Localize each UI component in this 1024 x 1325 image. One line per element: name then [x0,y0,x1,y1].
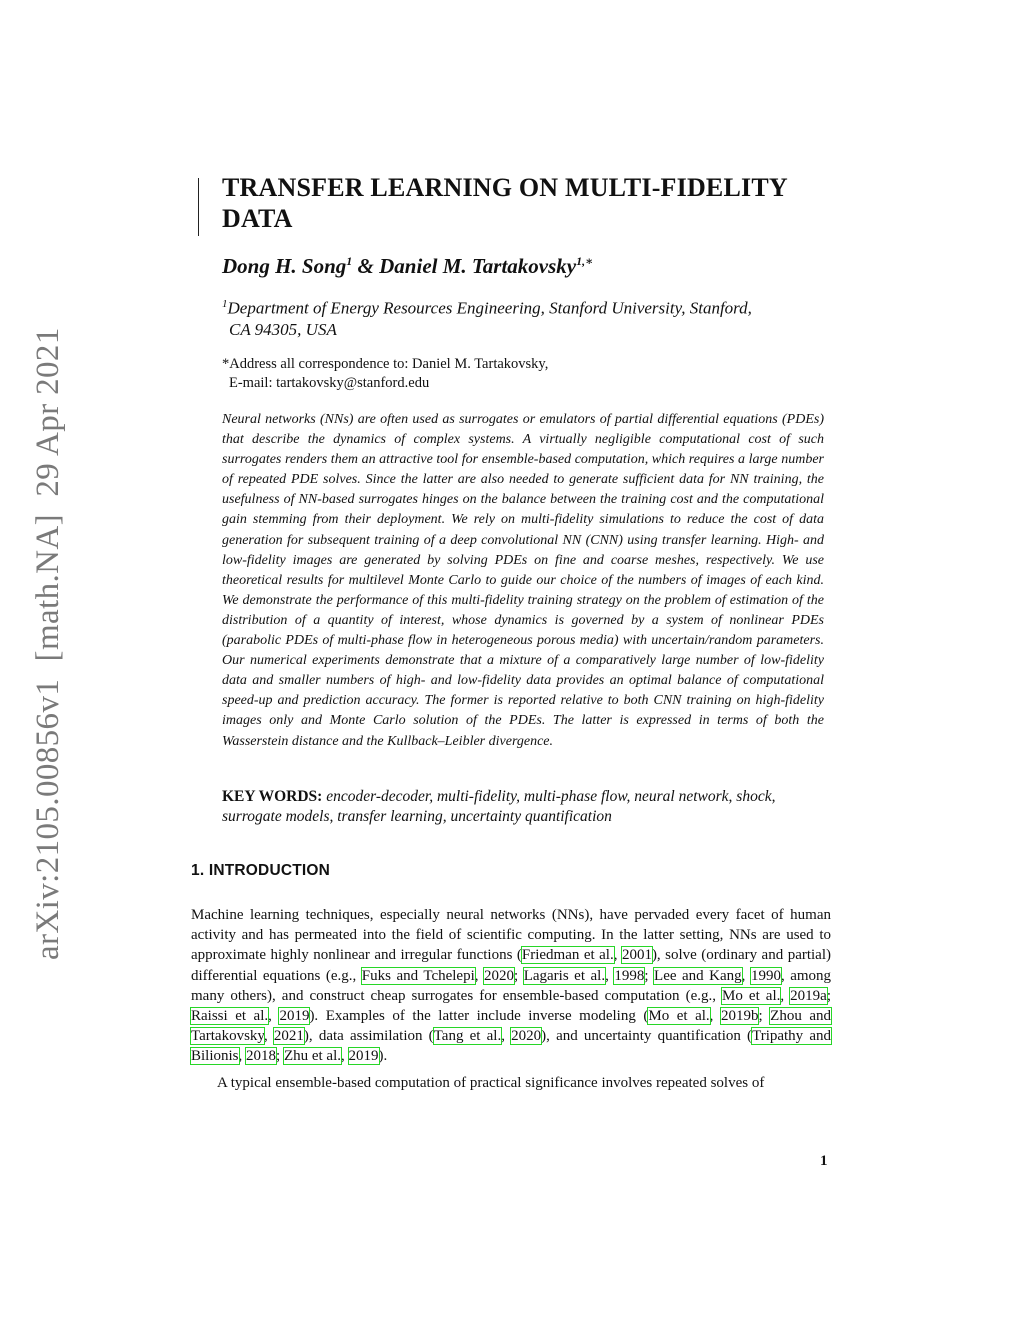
affiliation-line-2: CA 94305, USA [229,319,337,339]
text-run: , [341,1048,349,1065]
text-run: ). [378,1048,388,1065]
text-run: , [780,987,791,1004]
text-run: ), and uncertainty quantification ( [541,1028,753,1045]
citation-link[interactable]: 2019a [790,987,827,1004]
text-run: , [613,947,622,964]
citation-link[interactable]: Fuks and Tchelepi [361,967,475,984]
citation-link[interactable]: Raissi et al. [191,1008,269,1025]
citation-link[interactable]: Tripathy and Bilionis [191,1028,832,1065]
citation-link[interactable]: 1998 [614,967,645,984]
text-run: ; [758,1008,771,1025]
citation-link[interactable]: 2018 [246,1048,277,1065]
section-heading-introduction: 1. INTRODUCTION [191,862,331,879]
affiliation-line-1: Department of Energy Resources Engineering, Stanford University, Stanford, [227,298,752,318]
citation-link[interactable]: 2019 [348,1048,379,1065]
keywords-label: KEY WORDS: [222,788,323,805]
citation-link[interactable]: Zhou and Tartakovsky [191,1008,832,1045]
citation-link[interactable]: 2021 [273,1028,304,1045]
correspondence [222,355,842,393]
paper-title: TRANSFER LEARNING ON MULTI-FIDELITY DATA [222,173,787,233]
text-run: ; [514,967,524,984]
title-rule [198,178,199,236]
author-separator: & [352,254,380,278]
citation-link[interactable]: Zhu et al. [283,1048,342,1065]
text-run: , [474,967,485,984]
citation-link[interactable]: Mo et al. [648,1008,710,1025]
citation-link[interactable]: 2020 [484,967,515,984]
author-2: Daniel M. Tartakovsky [379,254,577,278]
text-run: , among many others), and construct cheap surrogates for ensemble-based computation (e.g., [191,967,832,1004]
author-1-affil-mark: 1 [346,254,353,268]
author-1: Dong H. Song [222,254,347,278]
arxiv-identifier: arXiv:2105.00856v1 [math.NA] 29 Apr 2021 [30,327,66,960]
author-list [222,254,593,279]
text-run: , [605,967,615,984]
text-run: , [501,1028,512,1045]
affiliation-mark: 1 [222,298,228,310]
citation-link[interactable]: 2020 [511,1028,542,1045]
citation-link[interactable]: Lagaris et al. [523,967,606,984]
text-run: Machine learning techniques, especially neural networks (NNs), have pervaded every facet of human activity and has permeated into the field of scientific computing. In the latter setting, NNs are used to approximate highly nonlinear and irregular functions ( [191,907,831,964]
affiliation [222,294,842,340]
abstract: Neural networks (NNs) are often used as surrogates or emulators of partial differential equations (PDEs) that describe the dynamics of complex systems. A virtually negligible computational cost of such surrogates renders them an attractive tool for ensemble-based computation, which requires a large number of repeated PDE solves. Since the latter are also needed to generate sufficient data for NN training, the usefulness of NN-based surrogates hinges on the balance between the training cost and the computational gain stemming from their deployment. We rely on multi-fidelity simulations to reduce the cost of data generation for subsequent training of a deep convolutional NN (CNN) using transfer learning. High- and low-fidelity images are generated by solving PDEs on fine and coarse meshes, respectively. We use theoretical results for multilevel Monte Carlo to guide our choice of the numbers of images of each kind. We demonstrate the performance of this multi-fidelity training strategy on the problem of estimation of the distribution of a quantity of interest, whose dynamics is governed by a system of nonlinear PDEs (parabolic PDEs of multi-phase flow in heterogeneous porous media) with uncertain/random parameters. Our numerical experiments demonstrate that a mixture of a comparatively large number of low-fidelity data and smaller numbers of high- and low-fidelity data provides an optimal balance of computational speed-up and prediction accuracy. The former is reported relative to both CNN training on high-fidelity images only and Monte Carlo solution of the PDEs. The latter is expressed in terms of both the Wasserstein distance and the Kullback–Leibler divergence. [222,412,824,749]
text-run: ; [644,967,655,984]
text-run: , [263,1028,274,1045]
text-run: ), data assimilation ( [303,1028,434,1045]
intro-paragraph-1 [191,905,831,1067]
citation-link[interactable]: 2019 [279,1008,310,1025]
citation-link[interactable]: Lee and Kang [654,967,742,984]
text-run: ; [826,987,831,1004]
text-run: , [268,1008,280,1025]
citation-link[interactable]: Mo et al. [722,987,781,1004]
correspondence-line-1: *Address all correspondence to: Daniel M. Tartakovsky, [222,356,549,372]
page-number: 1 [820,1153,828,1169]
author-2-affil-mark: 1,∗ [576,254,594,268]
text-run: ; [276,1048,284,1065]
text-run: ), solve (ordinary and partial) differential equations (e.g., [191,947,831,984]
correspondence-email: E-mail: tartakovsky@stanford.edu [229,375,430,391]
citation-link[interactable]: Friedman et al. [521,947,614,964]
citation-link[interactable]: 1990 [750,967,781,984]
citation-link[interactable]: 2019b [720,1008,759,1025]
text-run: ). Examples of the latter include inverse modeling ( [309,1008,649,1025]
intro-paragraph-2: A typical ensemble-based computation of practical significance involves repeated solves of [217,1075,765,1091]
citation-link[interactable]: 2001 [621,947,652,964]
text-run: , [709,1008,721,1025]
keywords [222,787,826,827]
text-run: , [741,967,751,984]
text-run: , [238,1048,247,1065]
keywords-text: encoder-decoder, multi-fidelity, multi-phase flow, neural network, shock, surrogate models, transfer learning, uncertainty quantification [222,788,776,825]
citation-link[interactable]: Tang et al. [433,1028,502,1045]
